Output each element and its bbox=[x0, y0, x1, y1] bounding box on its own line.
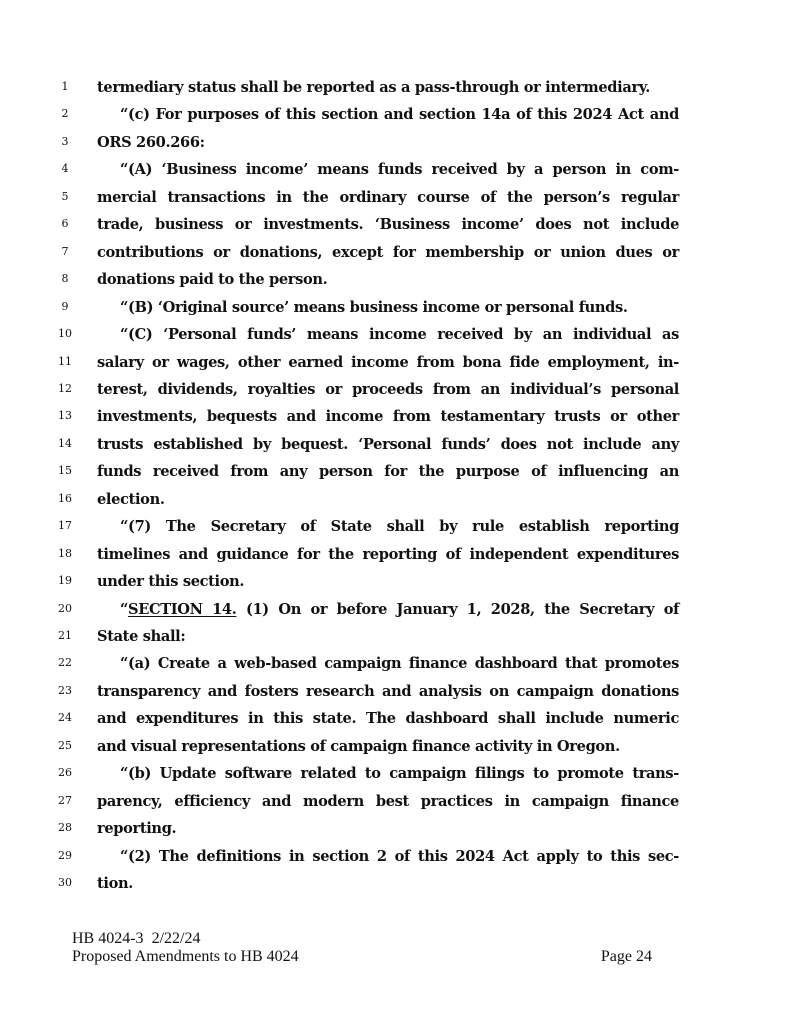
document-line bbox=[0, 733, 800, 760]
document-line bbox=[0, 678, 800, 705]
section-heading: SECTION 14. bbox=[128, 600, 237, 618]
document-line bbox=[0, 513, 800, 540]
line-number: 20 bbox=[58, 601, 72, 615]
footer-bill-row bbox=[72, 930, 652, 948]
line-text: “(C) ‘Personal funds’ means income received by an individual as bbox=[120, 326, 679, 344]
line-text: terest, dividends, royalties or proceeds from an individual’s personal bbox=[97, 380, 679, 398]
line-text: “(c) For purposes of this section and section 14a of this 2024 Act and bbox=[120, 106, 679, 124]
document-line bbox=[0, 705, 800, 732]
line-text: reporting. bbox=[97, 820, 177, 838]
document-line bbox=[0, 403, 800, 430]
line-text bbox=[97, 596, 679, 623]
line-number: 26 bbox=[58, 766, 72, 780]
line-number: 4 bbox=[61, 162, 69, 176]
line-text: “(B) ‘Original source’ means business income or personal funds. bbox=[120, 298, 628, 316]
line-text: trade, business or investments. ‘Business income’ does not include bbox=[97, 216, 679, 234]
line-text: and expenditures in this state. The dashboard shall include numeric bbox=[97, 710, 679, 728]
line-number: 15 bbox=[58, 464, 72, 478]
line-text: parency, efficiency and modern best practices in campaign finance bbox=[97, 792, 679, 810]
line-text: mercial transactions in the ordinary course of the person’s regular bbox=[97, 188, 679, 206]
line-text: and visual representations of campaign finance activity in Oregon. bbox=[97, 737, 620, 755]
line-text-prefix: “ bbox=[120, 600, 129, 618]
document-line bbox=[0, 788, 800, 815]
line-number: 18 bbox=[58, 546, 72, 560]
line-number: 29 bbox=[58, 848, 72, 862]
document-line bbox=[0, 650, 800, 677]
document-line bbox=[0, 321, 800, 348]
line-text: funds received from any person for the purpose of influencing an bbox=[97, 463, 679, 481]
line-number: 16 bbox=[58, 491, 72, 505]
line-text: “(2) The definitions in section 2 of this 2024 Act apply to this sec- bbox=[120, 847, 679, 865]
document-line bbox=[0, 431, 800, 458]
document-line bbox=[0, 156, 800, 183]
line-number: 17 bbox=[58, 519, 72, 533]
document-line bbox=[0, 376, 800, 403]
line-number: 3 bbox=[61, 134, 69, 148]
footer-date: 2/22/24 bbox=[151, 930, 201, 947]
line-number: 1 bbox=[61, 80, 69, 93]
document-line bbox=[0, 541, 800, 568]
line-number: 7 bbox=[61, 244, 69, 258]
document-line bbox=[0, 486, 800, 513]
line-text: contributions or donations, except for membership or union dues or bbox=[97, 243, 679, 261]
line-number: 8 bbox=[61, 272, 69, 286]
document-line bbox=[0, 294, 800, 321]
document-line bbox=[0, 623, 800, 650]
document-line bbox=[0, 184, 800, 211]
footer-bill-id: HB 4024-3 bbox=[72, 930, 144, 947]
line-number: 28 bbox=[58, 821, 72, 835]
line-number: 23 bbox=[58, 683, 72, 697]
line-text: termediary status shall be reported as a pass-through or intermediary. bbox=[97, 79, 650, 96]
line-number: 2 bbox=[61, 107, 69, 121]
document-line bbox=[0, 843, 800, 870]
line-number: 25 bbox=[58, 738, 72, 752]
line-text: election. bbox=[97, 490, 165, 508]
document-line bbox=[0, 870, 800, 897]
line-number: 19 bbox=[58, 574, 72, 588]
document-line bbox=[0, 129, 800, 156]
document-line bbox=[0, 596, 800, 623]
line-number: 13 bbox=[58, 409, 72, 423]
line-text: trusts established by bequest. ‘Personal funds’ does not include any bbox=[97, 435, 679, 453]
line-number: 27 bbox=[58, 793, 72, 807]
line-text: “(b) Update software related to campaign filings to promote trans- bbox=[120, 765, 679, 783]
line-text: tion. bbox=[97, 875, 133, 893]
line-text: timelines and guidance for the reporting of independent expenditures bbox=[97, 545, 679, 563]
line-text: under this section. bbox=[97, 573, 245, 591]
line-text: “(a) Create a web-based campaign finance dashboard that promotes bbox=[120, 655, 679, 673]
footer-description-row bbox=[72, 948, 652, 966]
line-number: 22 bbox=[58, 656, 72, 670]
document-line bbox=[0, 568, 800, 595]
line-text: State shall: bbox=[97, 628, 186, 645]
line-number: 5 bbox=[61, 189, 69, 203]
line-number: 11 bbox=[58, 354, 72, 368]
line-number: 30 bbox=[58, 876, 72, 890]
document-line bbox=[0, 211, 800, 238]
line-text: donations paid to the person. bbox=[97, 271, 328, 289]
line-text: investments, bequests and income from testamentary trusts or other bbox=[97, 408, 679, 426]
line-text: salary or wages, other earned income from bona fide employment, in- bbox=[97, 353, 679, 371]
document-line bbox=[0, 239, 800, 266]
line-number: 24 bbox=[58, 711, 72, 725]
page-footer bbox=[72, 930, 652, 966]
line-number: 10 bbox=[58, 327, 72, 341]
line-text: “(7) The Secretary of State shall by rule establish reporting bbox=[120, 518, 679, 536]
footer-page-number: Page 24 bbox=[600, 948, 652, 965]
document-line bbox=[0, 266, 800, 293]
line-text: “(A) ‘Business income’ means funds received by a person in com- bbox=[120, 161, 679, 179]
line-text: ORS 260.266: bbox=[97, 133, 205, 151]
document-line bbox=[0, 74, 800, 101]
document-line bbox=[0, 349, 800, 376]
line-number: 12 bbox=[58, 381, 72, 395]
line-number: 21 bbox=[58, 629, 72, 642]
line-number: 6 bbox=[61, 217, 69, 231]
line-number: 9 bbox=[61, 299, 69, 313]
line-text-rest: (1) On or before January 1, 2028, the Secretary of bbox=[236, 600, 680, 618]
line-number: 14 bbox=[58, 436, 72, 450]
document-line bbox=[0, 815, 800, 842]
line-text: transparency and fosters research and analysis on campaign donations bbox=[97, 682, 679, 700]
document-line bbox=[0, 101, 800, 128]
document-line bbox=[0, 760, 800, 787]
footer-description: Proposed Amendments to HB 4024 bbox=[72, 948, 299, 965]
document-line bbox=[0, 458, 800, 485]
